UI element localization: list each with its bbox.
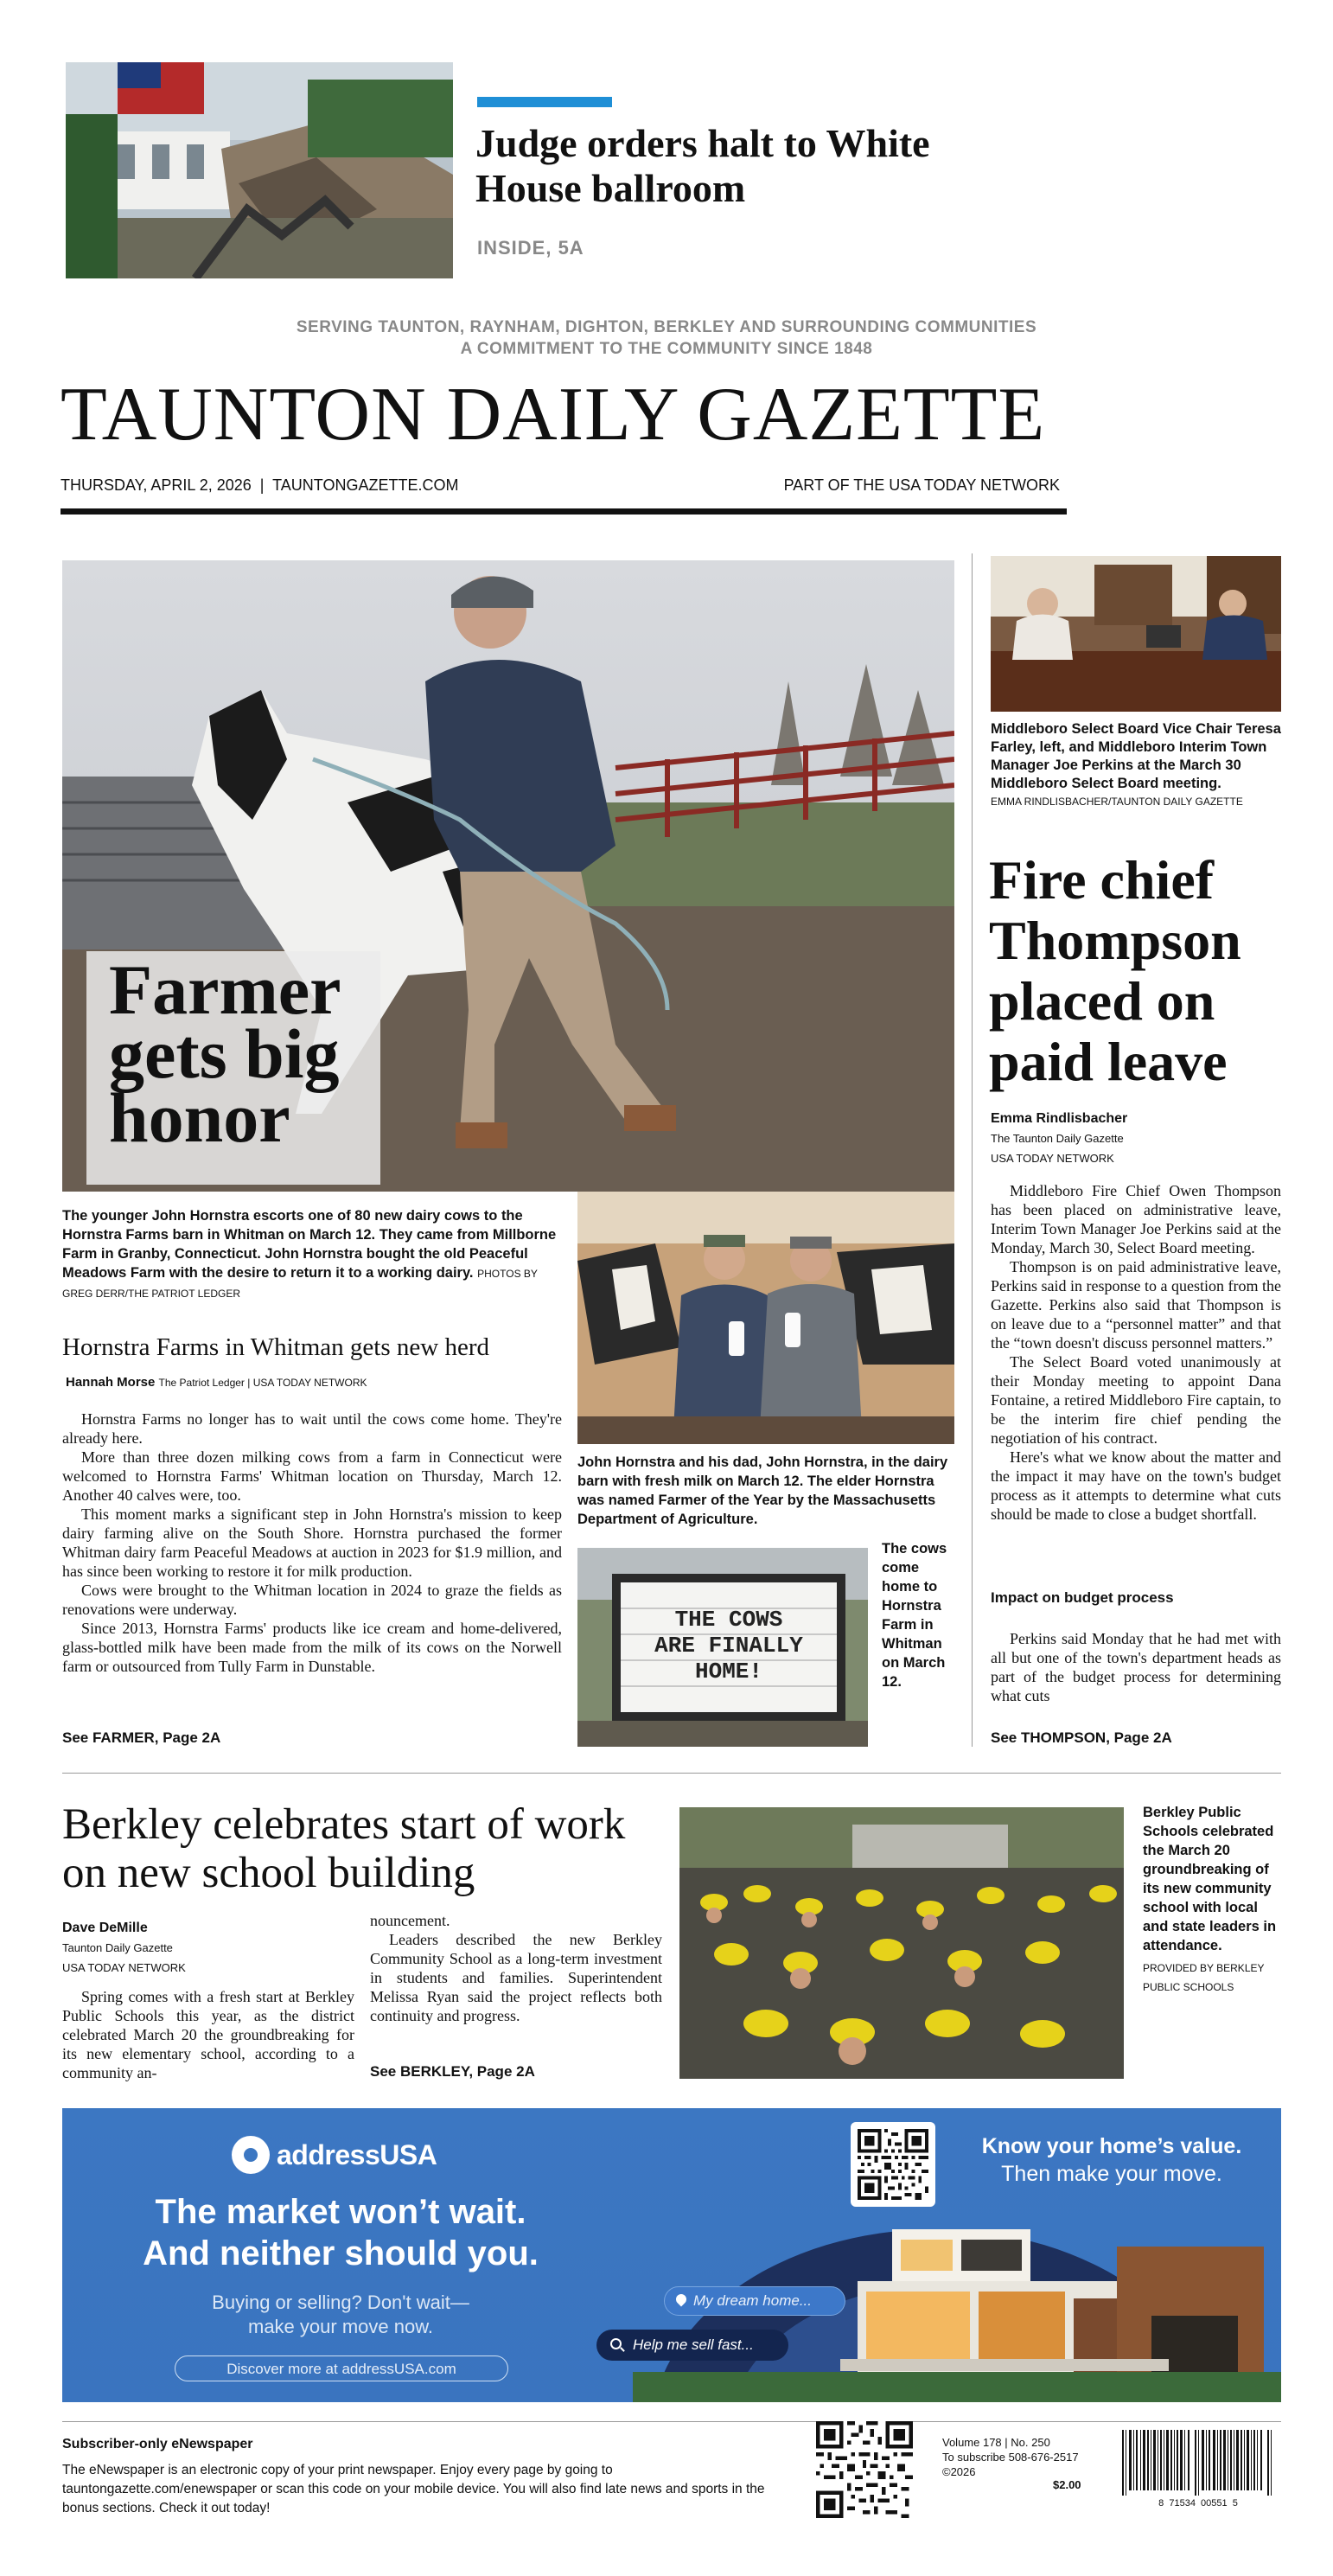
photo-credit-line-1: PROVIDED BY BERKLEY [1143,1962,1265,1974]
berkley-body-col-2 [370,1911,662,2025]
ad-cta-label: Discover more at addressUSA.com [226,2361,456,2377]
berkley-groundbreaking-photo[interactable] [679,1807,1124,2079]
serving-line-1: SERVING TAUNTON, RAYNHAM, DIGHTON, BERKLEY AND SURROUNDING COMMUNITIES [296,318,1037,336]
byline-org: The Taunton Daily Gazette [991,1132,1124,1145]
enewspaper-body: The eNewspaper is an electronic copy of your print newspaper. Enjoy every page by going to tauntongazette.com/enewspaper or scan this code on your mobile device. You will also find late news and sports in the bonus sections. Check it out today! [62,2463,765,2515]
addressusa-brand: addressUSA [277,2139,437,2170]
story-paragraph: The Select Board voted unanimously at their Monday meeting to appoint Dana Fontaine, a retired Middleboro Fire captain, to be the interim fire chief pending the negotiation of his contract. [991,1353,1281,1447]
story-paragraph: Since 2013, Hornstra Farms' products like ice cream and home-delivered, glass-bottled milk have been made from the milk of its cows on the Norwell farm or outsourced from Tully Farm in Dunstable. [62,1620,562,1675]
fire-story-body [991,1181,1281,1524]
ad-qr-code[interactable] [851,2122,935,2207]
photo-credit: PHOTOS BY GREG DERR/THE PATRIOT LEDGER [62,1268,538,1300]
fire-story-body-2 [991,1629,1281,1705]
hornstra-byline [66,1375,367,1390]
story-paragraph: Hornstra Farms no longer has to wait until the cows come home. They're already here. [62,1410,562,1447]
berkley-caption [1143,1803,1281,1997]
sign-line-3: HOME! [694,1659,763,1684]
byline-network: USA TODAY NETWORK [991,1152,1114,1165]
copyright: ©2026 [942,2465,976,2478]
addressusa-ad[interactable] [62,2108,1281,2402]
story-paragraph: Middleboro Fire Chief Owen Thompson has been placed on administrative leave, Interim Town Manager Joe Perkins said at the Monday, March 30, Select Board meeting. [991,1182,1281,1256]
volume-number: Volume 178 | No. 250 [942,2436,1050,2449]
byline-org: Taunton Daily Gazette [62,1941,173,1954]
select-board-caption [991,720,1281,811]
ad-subline-line-1: Buying or selling? Don't wait— [212,2292,469,2313]
cows-home-sign-photo[interactable] [577,1548,868,1747]
byline-org: The Patriot Ledger | USA TODAY NETWORK [158,1377,367,1389]
fire-chief-headline[interactable]: Fire chief Thompson placed on paid leave [989,849,1241,1092]
sign-line-2: ARE FINALLY [654,1633,803,1659]
story-paragraph: This moment marks a significant step in John Hornstra's mission to keep dairy farming alive on the South Shore. Hornstra purchased the former Whitman dairy farm Peaceful Meadows at auction in 2023 for $1.9 million, and has since been working to restore it for milk production. [62,1505,562,1580]
sign-line-1: THE COWS [674,1607,783,1633]
fire-subhead: Impact on budget process [991,1589,1174,1606]
story-paragraph: Cows were brought to the Whitman location in 2024 to graze the fields as renovations were underway. [62,1582,562,1618]
ad-tagline-line-1: Know your home’s value. [981,2134,1242,2158]
fire-byline [991,1109,1276,1168]
cover-price: $2.00 [1053,2478,1081,2491]
father-son-photo[interactable] [577,1192,954,1444]
story-paragraph: Spring comes with a fresh start at Berkley Public Schools this year, as the district celebrated March 20 the groundbreaking for its new elementary school, according to a community an- [62,1988,354,2081]
volume-info [942,2435,1098,2479]
teaser-headline[interactable]: Judge orders halt to White House ballroom [475,121,930,210]
teaser-page-ref[interactable]: INSIDE, 5A [477,237,584,259]
story-paragraph: Here's what we know about the matter and the impact it may have on the town's budget process as it attempts to determine what cuts should be made to close a budget shortfall. [991,1448,1281,1523]
logo-hole [244,2148,258,2162]
berkley-jump-link[interactable]: See BERKLEY, Page 2A [370,2063,535,2080]
caption-text: Middleboro Select Board Vice Chair Teresa Farley, left, and Middleboro Interim Town Manager Joe Perkins at the March 30 Middleboro Select Board meeting. [991,721,1281,791]
barcode-number: 8 71534 00551 5 [1158,2498,1238,2509]
footer-rule [62,2421,1281,2422]
farmer-jump-link[interactable]: See FARMER, Page 2A [62,1729,221,1746]
berkley-headline[interactable]: Berkley celebrates start of work on new school building [62,1800,626,1897]
story-paragraph: More than three dozen milking cows from a farm in Connecticut were welcomed to Hornstra Farms' Whitman location on Thursday, March 12. Another 40 calves were, too. [62,1448,562,1504]
ad-headline-line-2: And neither should you. [143,2234,539,2272]
section-rule [62,1773,1281,1774]
ad-tagline-line-2: Then make your move. [1001,2162,1222,2186]
farmer-main-caption [62,1206,562,1303]
enewspaper-qr-code[interactable] [816,2421,913,2518]
masthead-rule [61,508,1067,515]
hornstra-story-body [62,1409,562,1676]
caption-text: Berkley Public Schools celebrated the March 20 groundbreaking of its new community school with local and state leaders in attendance. [1143,1805,1277,1953]
upc-barcode [1115,2430,1281,2509]
photo-credit: EMMA RINDLISBACHER/TAUNTON DAILY GAZETTE [991,796,1243,808]
farmer-photo-headline[interactable]: Farmer gets big honor [109,950,341,1157]
caption-text: The younger John Hornstra escorts one of 80 new dairy cows to the Hornstra Farms barn in Whitman on March 12. They came from Millborne Farm in Granby, Connecticut. John Hornstra bought the old Peaceful Meadows Farm with the desire to return it to a working dairy. [62,1208,557,1281]
ad-headline-line-1: The market won’t wait. [155,2193,526,2231]
story-paragraph: Leaders described the new Berkley Community School as a long-term investment in students and families. Superintendent Melissa Ryan said the project reflects both continuity and progress. [370,1931,662,2024]
enewspaper-heading: Subscriber-only eNewspaper [62,2437,253,2451]
sell-fast-label: Help me sell fast... [633,2336,754,2353]
teaser-accent-bar [477,97,612,107]
byline-name: Dave DeMille [62,1921,148,1935]
story-paragraph: Thompson is on paid administrative leave, Perkins said in response to a question from the Gazette. Perkins also said that Thompson is on leave due to a “personnel matter” and that the “town doesn't discuss personnel matters.” [991,1258,1281,1352]
serving-tagline [0,316,1333,360]
column-rule [972,553,973,1747]
berkley-body-col-1 [62,1987,354,2082]
berkley-byline [62,1918,322,1978]
serving-line-2: A COMMITMENT TO THE COMMUNITY SINCE 1848 [460,340,873,358]
photo-credit-line-2: PUBLIC SCHOOLS [1143,1981,1234,1993]
select-board-photo[interactable] [991,556,1281,712]
dream-home-label: My dream home... [693,2292,812,2309]
story-paragraph: Perkins said Monday that he had met with all but one of the town's department heads as part of the budget process for determining what cuts [991,1630,1281,1704]
network-line: PART OF THE USA TODAY NETWORK [783,476,1060,494]
story-continuation: nouncement. [370,1912,450,1929]
ad-subline-line-2: make your move now. [248,2316,433,2337]
dateline: THURSDAY, APRIL 2, 2026 | TAUNTONGAZETTE.COM [61,476,459,494]
teaser-photo[interactable] [66,62,453,278]
byline-name: Emma Rindlisbacher [991,1111,1128,1126]
newspaper-nameplate[interactable]: TAUNTON DAILY GAZETTE [61,373,1046,457]
father-son-caption: John Hornstra and his dad, John Hornstra, in the dairy barn with fresh milk on March 12. The elder Hornstra was named Farmer of the Year by the Massachusetts Department of Agriculture. [577,1454,948,1527]
subscribe-phone: To subscribe 508-676-2517 [942,2451,1079,2464]
hornstra-story-headline[interactable]: Hornstra Farms in Whitman gets new herd [62,1333,489,1361]
byline-network: USA TODAY NETWORK [62,1961,186,1974]
byline-name: Hannah Morse [66,1375,156,1390]
thompson-jump-link[interactable]: See THOMPSON, Page 2A [991,1729,1172,1746]
sign-caption: The cows come home to Hornstra Farm in Whitman on March 12. [882,1541,947,1690]
